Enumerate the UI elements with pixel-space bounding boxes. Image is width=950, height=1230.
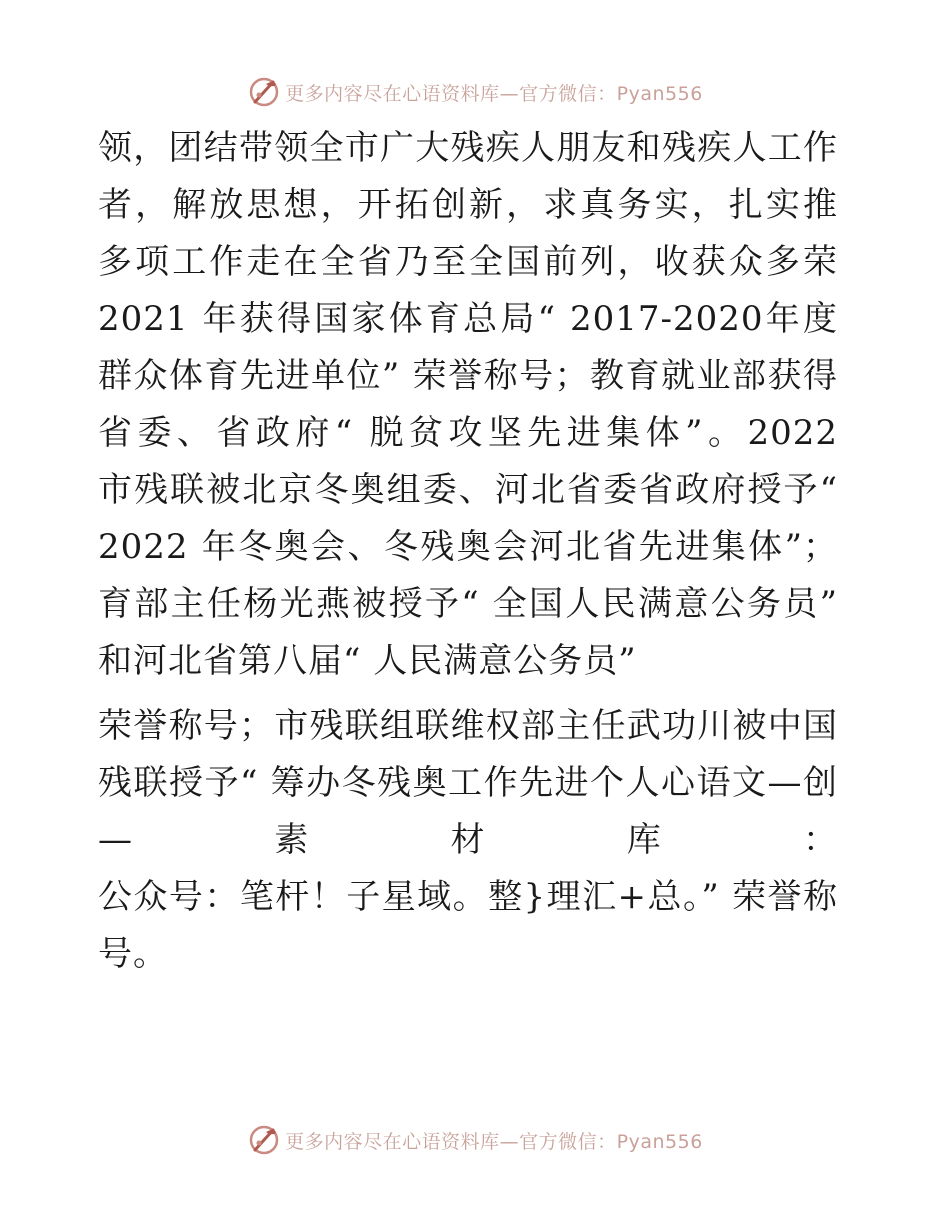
text-line: 公众号：笔杆！子星域。整}理汇+总。” 荣誉称 bbox=[98, 877, 838, 917]
text-line: 2021 年获得国家体育总局“ 2017-2020年度 bbox=[98, 299, 838, 339]
footer-watermark bbox=[0, 1120, 950, 1160]
text-line: 荣誉称号；市残联组联维权部主任武功川被中国 bbox=[98, 706, 838, 746]
text-line: 多项工作走在全省乃至全国前列，收获众多荣 bbox=[98, 242, 838, 282]
quill-seal-logo-icon bbox=[247, 75, 281, 109]
text-line: 市残联被北京冬奥组委、河北省委省政府授予“ bbox=[98, 470, 838, 510]
text-line: 领，团结带领全市广大残疾人朋友和残疾人工作 bbox=[98, 128, 838, 168]
text-line: 残联授予“ 筹办冬残奥工作先进个人心语文—创 bbox=[98, 763, 838, 803]
text-line: 2022 年冬奥会、冬残奥会河北省先进集体”； bbox=[98, 527, 838, 567]
paragraph-gap bbox=[98, 690, 838, 698]
watermark-text: 更多内容尽在心语资料库—官方微信：Pyan556 bbox=[285, 82, 703, 105]
text-line: 号。 bbox=[98, 934, 168, 974]
text-line: —素材库： bbox=[98, 820, 838, 860]
text-line: 省委、省政府“ 脱贫攻坚先进集体”。2022 bbox=[98, 413, 838, 453]
quill-seal-logo-icon bbox=[247, 1123, 281, 1157]
watermark-text: 更多内容尽在心语资料库—官方微信：Pyan556 bbox=[285, 1130, 703, 1153]
text-line: 和河北省第八届“ 人民满意公务员” bbox=[98, 641, 637, 681]
header-watermark bbox=[0, 72, 950, 112]
text-line: 育部主任杨光燕被授予“ 全国人民满意公务员” bbox=[98, 584, 838, 624]
text-line: 者，解放思想，开拓创新，求真务实，扎实推 bbox=[98, 185, 838, 225]
document-body bbox=[98, 120, 838, 983]
text-line: 群众体育先进单位” 荣誉称号；教育就业部获得 bbox=[98, 356, 838, 396]
